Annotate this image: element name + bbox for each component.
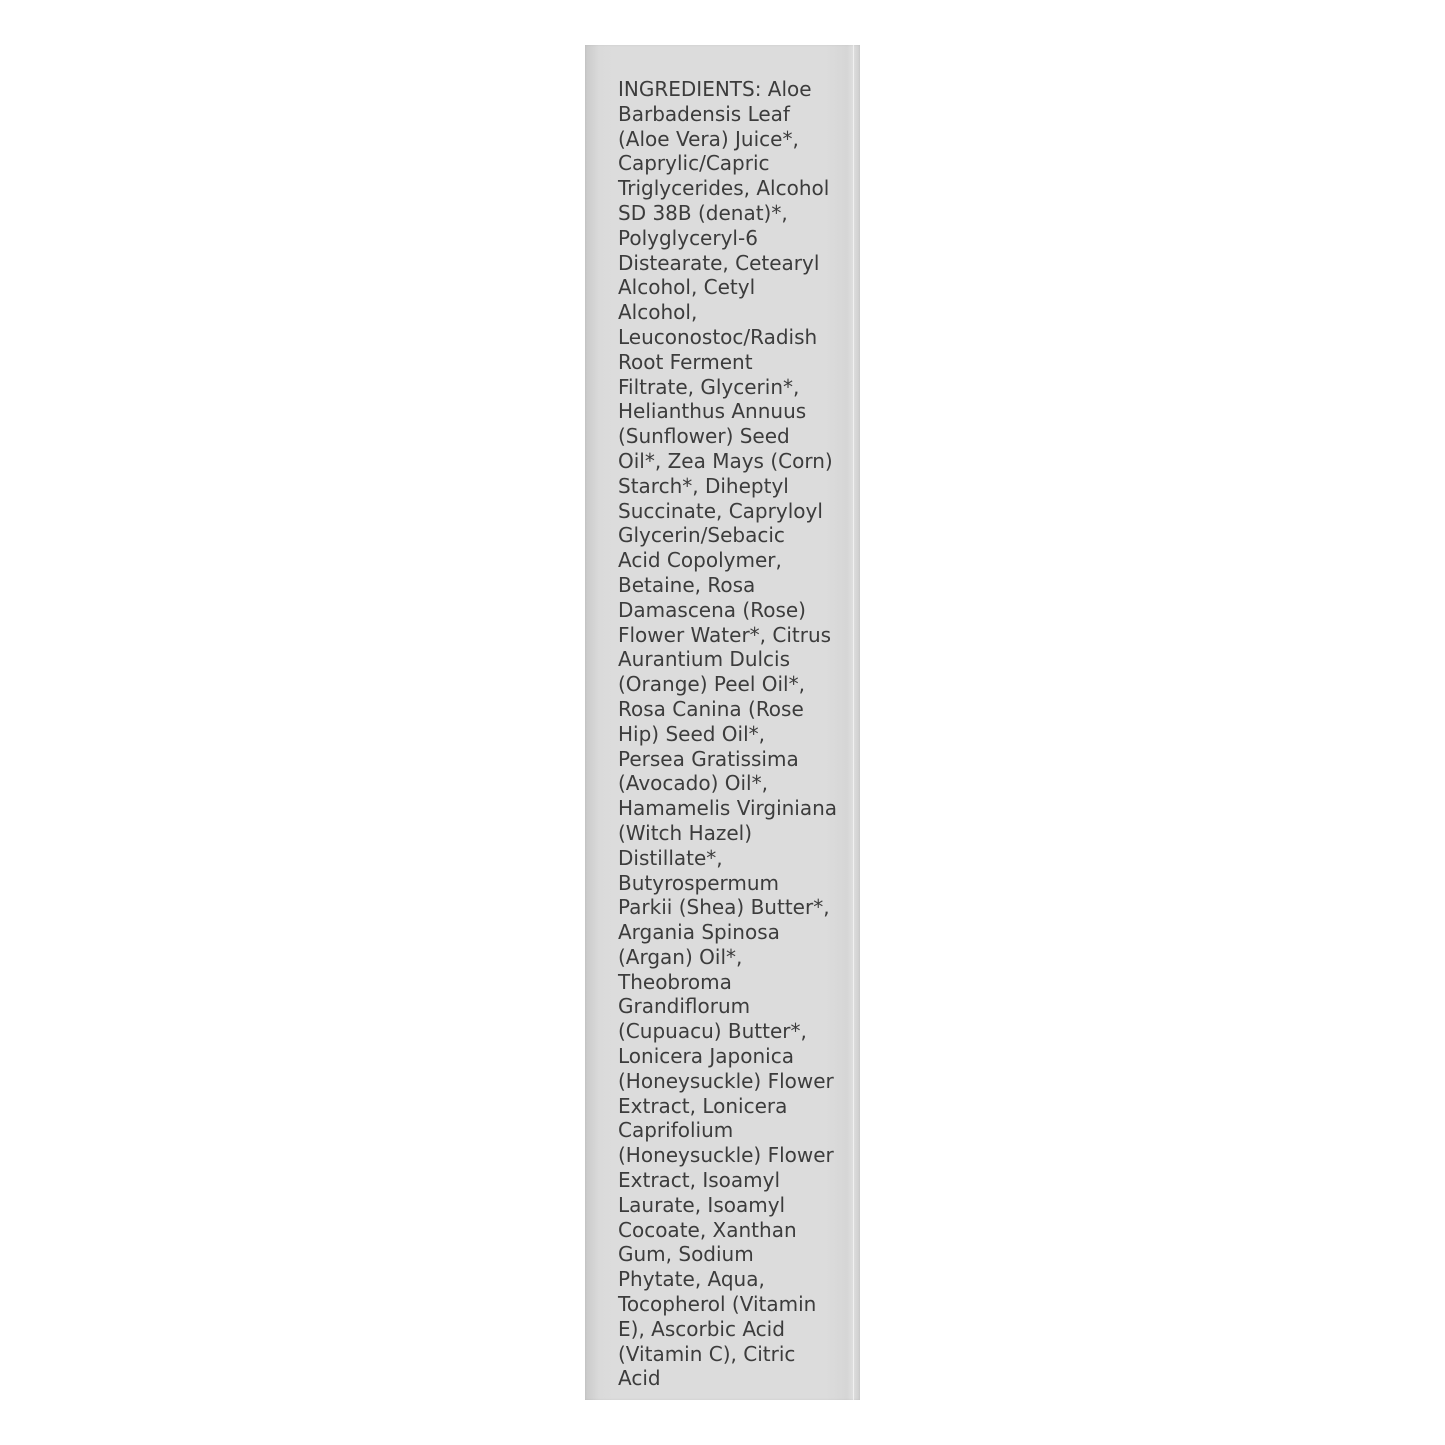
package-side-panel [585, 45, 860, 1400]
ingredients-list: INGREDIENTS: Aloe Barbadensis Leaf (Aloe Vera) Juice*, Caprylic/Capric Triglycerides, Alcohol SD 38B (denat)*, Polyglyceryl-6 Distearate, Cetearyl Alcohol, Cetyl Alcohol, Leuconostoc/Radish Root Ferment Filtrate, Glycerin*, Helianthus Annuus (Sunflower) Seed Oil*, Zea Mays (Corn) Starch*, Diheptyl Succinate, Capryloyl Glycerin/Sebacic Acid Copolymer, Betaine, Rosa Damascena (Rose) Flower Water*, Citrus Aurantium Dulcis (Orange) Peel Oil*, Rosa Canina (Rose Hip) Seed Oil*, Persea Gratissima (Avocado) Oil*, Hamamelis Virginiana (Witch Hazel) Distillate*, Butyrospermum Parkii (Shea) Butter*, Argania Spinosa (Argan) Oil*, Theobroma Grandiflorum (Cupuacu) Butter*, Lonicera Japonica (Honeysuckle) Flower Extract, Lonicera Caprifolium (Honeysuckle) Flower Extract, Isoamyl Laurate, Isoamyl Cocoate, Xanthan Gum, Sodium Phytate, Aqua, Tocopherol (Vitamin E), Ascorbic Acid (Vitamin C), Citric Acid [618, 77, 838, 1391]
